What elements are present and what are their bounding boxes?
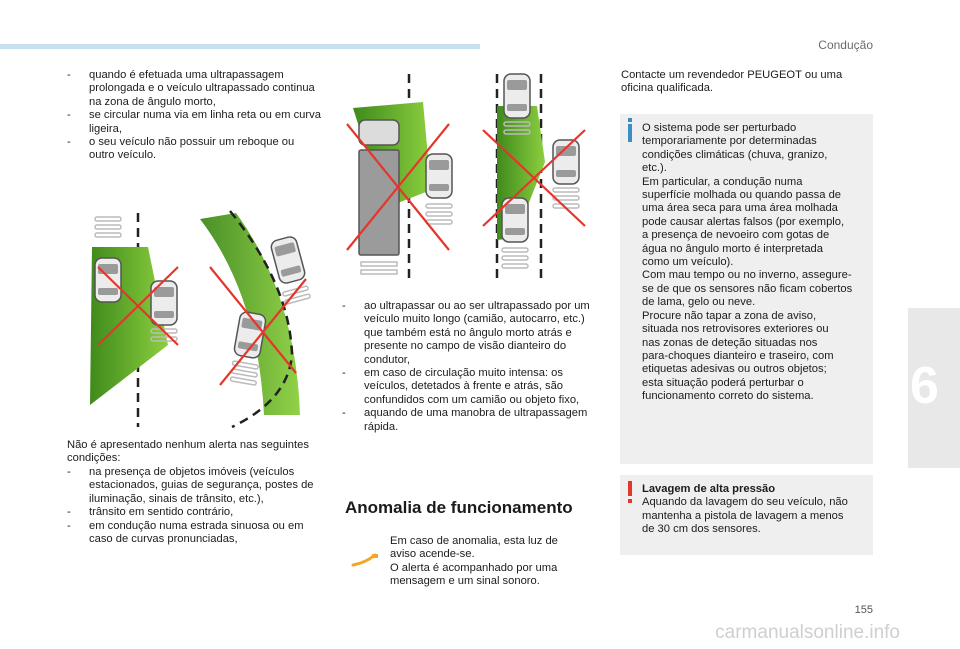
info-line: Procure não tapar a zona de aviso, <box>642 309 817 322</box>
info-line: situada nos retrovisores exteriores ou <box>642 323 829 336</box>
info-line: funcionamento correto do sistema. <box>642 390 814 403</box>
info-line: de lama, gelo ou neve. <box>642 296 756 309</box>
info-line: temporariamente por determinadas <box>642 135 817 148</box>
page-number: 155 <box>854 604 873 616</box>
anomaly-line: mensagem e um sinal sonoro. <box>390 575 540 588</box>
anomaly-line: O alerta é acompanhado por uma <box>390 561 558 574</box>
section-title: Condução <box>818 38 873 52</box>
anomaly-line: Em caso de anomalia, esta luz de <box>390 535 558 547</box>
list-item: - ao ultrapassar ou ao ser ultrapassado por um veículo muito longo (camião, autocarro, etc.) que também está no ângulo morto atrás e presente no campo de visão dianteiro do condutor, <box>342 300 602 367</box>
info-line: a presença de nevoeiro com gotas de <box>642 229 830 242</box>
list-item: - em condução numa estrada sinuosa ou em caso de curvas pronunciadas, <box>67 520 322 547</box>
info-line: superfície molhada ou quando passa de <box>642 189 842 202</box>
illustration-truck-traffic <box>345 70 593 288</box>
anomaly-line: aviso acende-se. <box>390 548 475 561</box>
info-line: água no ângulo morto é interpretada <box>642 242 823 255</box>
warning-line: mantenha a pistola de lavagem a menos <box>642 509 844 522</box>
conditions-list-top <box>67 69 322 163</box>
info-line: nas zonas de deteção situadas nos <box>642 336 818 349</box>
warning-title: Lavagem de alta pressão <box>642 483 776 495</box>
warning-icon <box>628 481 632 496</box>
conditions-list-middle <box>342 300 602 434</box>
car-icon <box>504 74 530 118</box>
list-item: - quando é efetuada uma ultrapassagem prolongada e o veículo ultrapassado continua na zona de ângulo morto, <box>67 69 322 109</box>
illustration-curve-scenarios <box>60 205 325 430</box>
info-line: para-choques dianteiro e traseiro, com <box>642 349 834 362</box>
info-box <box>620 114 873 464</box>
conditions-list-bottom <box>67 466 322 546</box>
car-icon <box>95 258 121 302</box>
list-item: - o seu veículo não possuir um reboque ou outro veículo. <box>67 136 322 163</box>
header-bar <box>0 44 480 49</box>
contact-line: Contacte um revendedor PEUGEOT ou uma <box>621 69 843 81</box>
list-item: - se circular numa via em linha reta ou em curva ligeira, <box>67 109 322 136</box>
warning-light-icon <box>351 553 379 567</box>
info-line: etc.). <box>642 162 667 175</box>
car-icon <box>426 154 452 198</box>
chapter-number: 6 <box>910 357 939 415</box>
chapter-tab <box>908 308 960 468</box>
warning-line: Aquando da lavagem do seu veículo, não <box>642 496 848 509</box>
list-item: - na presença de objetos imóveis (veículos estacionados, guias de segurança, postes de iluminação, sinais de trânsito, etc.), <box>67 466 322 506</box>
truck-trailer-icon <box>359 150 399 255</box>
info-line: condições climáticas (chuva, granizo, <box>642 148 828 161</box>
info-icon <box>628 118 632 122</box>
info-line: se de que os sensores não ficam cobertos <box>642 282 853 295</box>
info-line: Em particular, a condução numa <box>642 175 803 188</box>
info-line: Com mau tempo ou no inverno, assegure- <box>642 269 852 282</box>
warning-line: de 30 cm dos sensores. <box>642 523 761 536</box>
info-line: etiquetas adesivas ou outros objetos; <box>642 363 827 376</box>
car-icon <box>151 281 177 325</box>
warning-text <box>642 483 868 537</box>
contact-line: oficina qualificada. <box>621 82 714 95</box>
section-heading: Anomalia de funcionamento <box>345 498 573 517</box>
car-icon <box>270 235 307 284</box>
list-item: - trânsito em sentido contrário, <box>67 506 322 519</box>
info-line: O sistema pode ser perturbado <box>642 122 797 134</box>
list-item: - aquando de uma manobra de ultrapassagem rápida. <box>342 407 602 434</box>
info-line: como um veículo). <box>642 256 734 269</box>
truck-cab-icon <box>359 120 399 145</box>
contact-text <box>621 69 871 96</box>
info-text <box>642 122 868 404</box>
list-item: - em caso de circulação muito intensa: os veículos, detetados à frente e atrás, são confundidos com um camião ou objeto fixo, <box>342 367 602 407</box>
info-line: pode causar alertas falsos (por exemplo, <box>642 215 845 228</box>
warning-box <box>620 475 873 555</box>
info-line: uma área seca para uma área molhada <box>642 202 838 215</box>
anomaly-text <box>390 535 590 589</box>
no-alert-intro: Não é apresentado nenhum alerta nas seguintes condições: <box>67 439 309 465</box>
info-line: esta situação poderá perturbar o <box>642 376 804 389</box>
watermark: carmanualsonline.info <box>715 622 900 643</box>
